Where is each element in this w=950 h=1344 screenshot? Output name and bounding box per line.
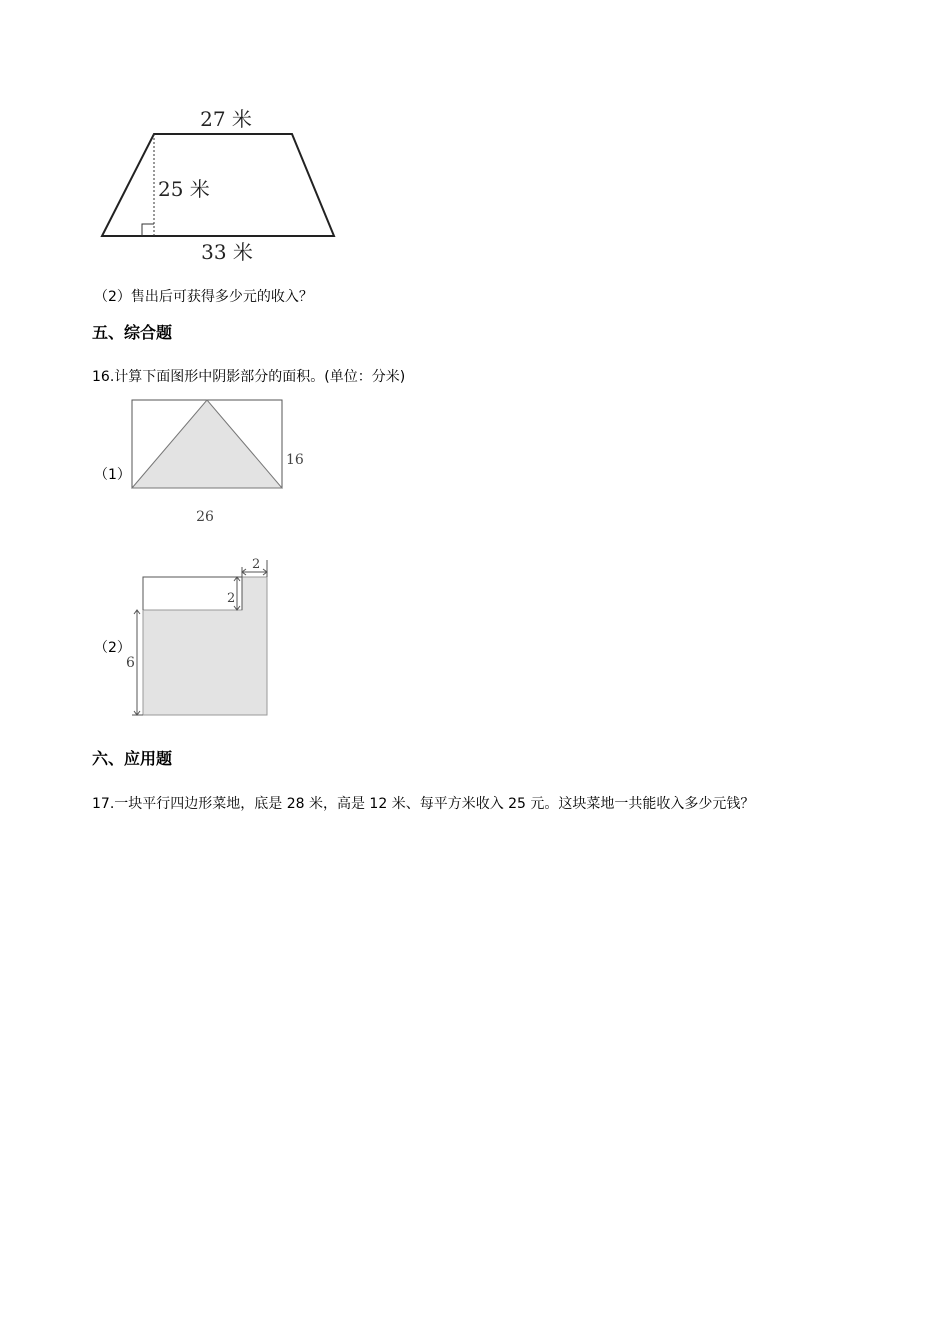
trapezoid-height-label: 25 米 [158, 177, 210, 201]
section-6-title: 六、应用题 [92, 749, 173, 768]
section-5-title: 五、综合题 [92, 323, 173, 342]
height-label-6: 6 [126, 655, 135, 671]
width-label-26: 26 [196, 509, 214, 525]
notch-width-label: 2 [252, 557, 261, 572]
question-15-part-2: （2）售出后可获得多少元的收入？ [94, 289, 313, 305]
trapezoid-top-label: 27 米 [200, 107, 252, 131]
rectangle-triangle-figure [125, 395, 315, 530]
question-17: 17.一块平行四边形菜地，底是 28 米，高是 12 米、每平方米收入 25 元。这块菜地一共能收入多少元钱？ [92, 796, 755, 812]
shaded-region [143, 577, 267, 715]
trapezoid-shape [102, 134, 334, 236]
notched-rectangle-figure [125, 555, 285, 725]
trapezoid-figure [90, 100, 350, 270]
trapezoid-bottom-label: 33 米 [201, 240, 253, 264]
part-1-label: （1） [94, 467, 131, 483]
notch-height-label: 2 [227, 591, 236, 606]
part-2-label: （2） [94, 640, 131, 656]
question-16-prompt: 16.计算下面图形中阴影部分的面积。(单位：分米) [92, 369, 406, 385]
height-label-16: 16 [286, 452, 304, 468]
